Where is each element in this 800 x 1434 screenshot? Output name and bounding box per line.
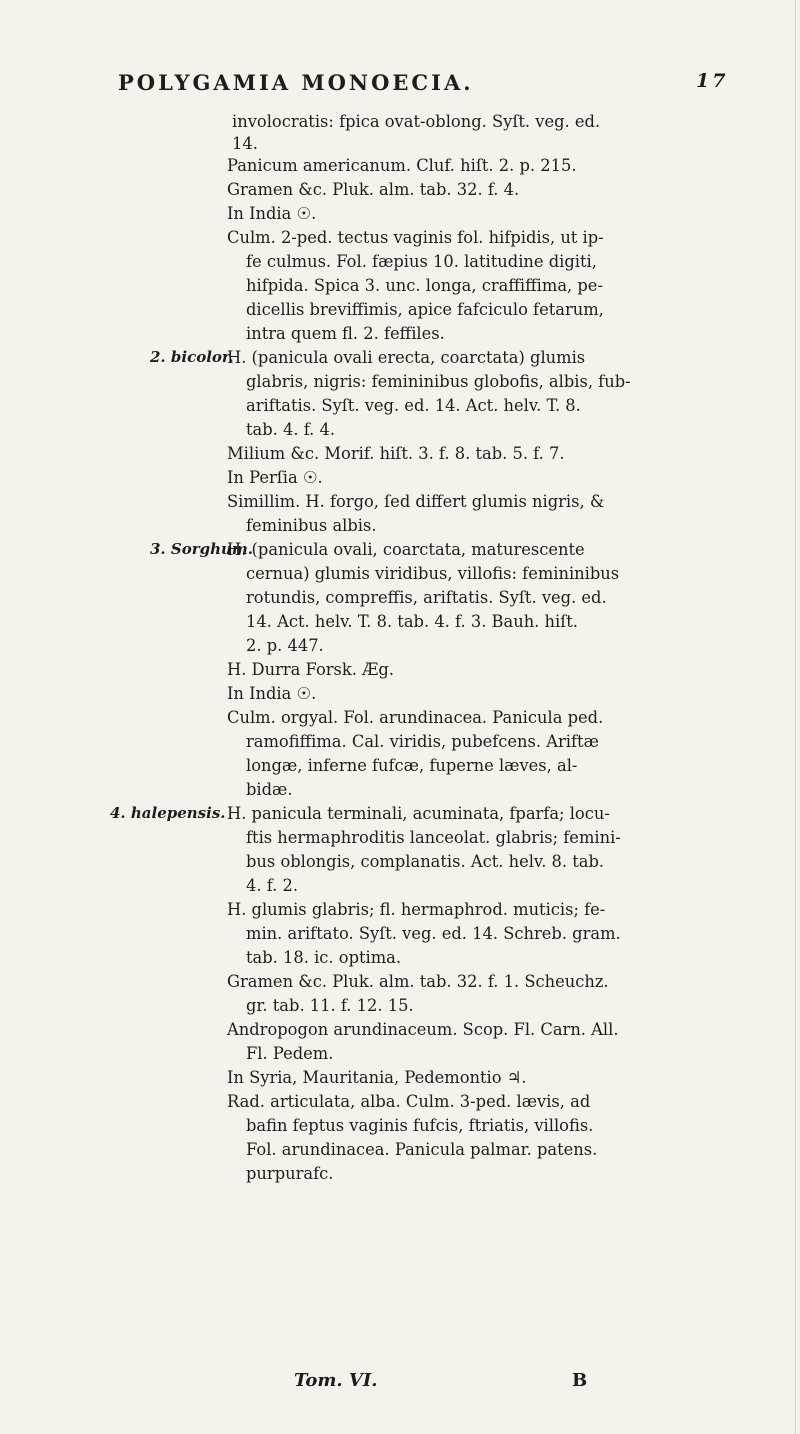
text-line: involocratis: fpica ovat-oblong. Syſt. veg. ed. — [232, 112, 601, 131]
text-line: In Perſia ☉. — [227, 468, 323, 487]
text-line: hifpida. Spica 3. unc. longa, craffiffima, pe- — [246, 276, 603, 295]
species-marker-sorghum: 3. Sorghum. — [150, 540, 254, 558]
text-line: longæ, inferne fufcæ, fuperne læves, al- — [246, 756, 578, 775]
text-line: Gramen &c. Pluk. alm. tab. 32. f. 1. Scheuchz. — [227, 972, 609, 991]
text-line: In India ☉. — [227, 684, 317, 703]
text-line: Culm. 2-ped. tectus vaginis fol. hifpidis, ut ip- — [227, 228, 604, 247]
text-line: purpurafc. — [246, 1164, 334, 1183]
text-line: Panicum americanum. Cluf. hiſt. 2. p. 215. — [227, 156, 577, 175]
text-line: Fl. Pedem. — [246, 1044, 334, 1063]
text-line: tab. 18. ic. optima. — [246, 948, 402, 967]
text-line: H. (panicula ovali, coarctata, maturescente — [227, 540, 585, 559]
text-line: min. ariftato. Syſt. veg. ed. 14. Schreb. gram. — [246, 924, 621, 943]
species-marker-bicolor: 2. bicolor. — [150, 348, 234, 366]
text-line: fe culmus. Fol. fæpius 10. latitudine digiti, — [246, 252, 597, 271]
text-line: 14. Act. helv. T. 8. tab. 4. f. 3. Bauh. hiſt. — [246, 612, 578, 631]
text-line: dicellis breviffimis, apice fafciculo fetarum, — [246, 300, 604, 319]
text-line: bidæ. — [246, 780, 293, 799]
text-line: Rad. articulata, alba. Culm. 3-ped. lævis, ad — [227, 1092, 591, 1111]
text-line: rotundis, compreffis, ariftatis. Syſt. veg. ed. — [246, 588, 607, 607]
text-line: 4. f. 2. — [246, 876, 299, 895]
text-line: ramofiffima. Cal. viridis, pubefcens. Ariftæ — [246, 732, 599, 751]
text-line: gr. tab. 11. f. 12. 15. — [246, 996, 414, 1015]
text-line: In India ☉. — [227, 204, 317, 223]
text-line: feminibus albis. — [246, 516, 377, 535]
text-line: ariftatis. Syſt. veg. ed. 14. Act. helv. T. 8. — [246, 396, 581, 415]
text-line: H. Durra Forsk. Æg. — [227, 660, 394, 679]
text-line: cernua) glumis viridibus, villofis: femininibus — [246, 564, 620, 583]
body-text — [0, 110, 800, 1410]
page-footer — [0, 1370, 800, 1400]
text-line: bafin feptus vaginis fufcis, ftriatis, villofis. — [246, 1116, 594, 1135]
species-marker-halepensis: 4. halepensis. — [110, 804, 226, 822]
tome-label: Tom. VI. — [294, 1370, 378, 1391]
text-line: glabris, nigris: femininibus globofis, albis, fub- — [246, 372, 631, 391]
text-line: tab. 4. f. 4. — [246, 420, 336, 439]
text-line: In Syria, Mauritania, Pedemontio ♃. — [227, 1068, 527, 1087]
text-line: H. glumis glabris; fl. hermaphrod. muticis; fe- — [227, 900, 606, 919]
text-line: intra quem fl. 2. feffiles. — [246, 324, 445, 343]
text-line: 14. — [232, 134, 258, 153]
header-title: POLYGAMIA MONOECIA. — [118, 70, 474, 95]
text-line: Simillim. H. forgo, ſed differt glumis nigris, & — [227, 492, 605, 511]
text-line: 2. p. 447. — [246, 636, 324, 655]
text-line: Milium &c. Morif. hiſt. 3. f. 8. tab. 5. f. 7. — [227, 444, 565, 463]
running-header — [110, 52, 800, 112]
text-line: Andropogon arundinaceum. Scop. Fl. Carn. All. — [227, 1020, 619, 1039]
text-line: H. (panicula ovali erecta, coarctata) glumis — [227, 348, 586, 367]
text-line: Fol. arundinacea. Panicula palmar. patens. — [246, 1140, 598, 1159]
text-line: bus oblongis, complanatis. Act. helv. 8. tab. — [246, 852, 605, 871]
page-number: 17 — [696, 70, 729, 92]
text-line: Culm. orgyal. Fol. arundinacea. Panicula ped. — [227, 708, 604, 727]
text-line: ftis hermaphroditis lanceolat. glabris; femini- — [246, 828, 621, 847]
text-line: H. panicula terminali, acuminata, fparfa; locu- — [227, 804, 610, 823]
signature-mark: B — [572, 1370, 588, 1391]
text-line: Gramen &c. Pluk. alm. tab. 32. f. 4. — [227, 180, 520, 199]
